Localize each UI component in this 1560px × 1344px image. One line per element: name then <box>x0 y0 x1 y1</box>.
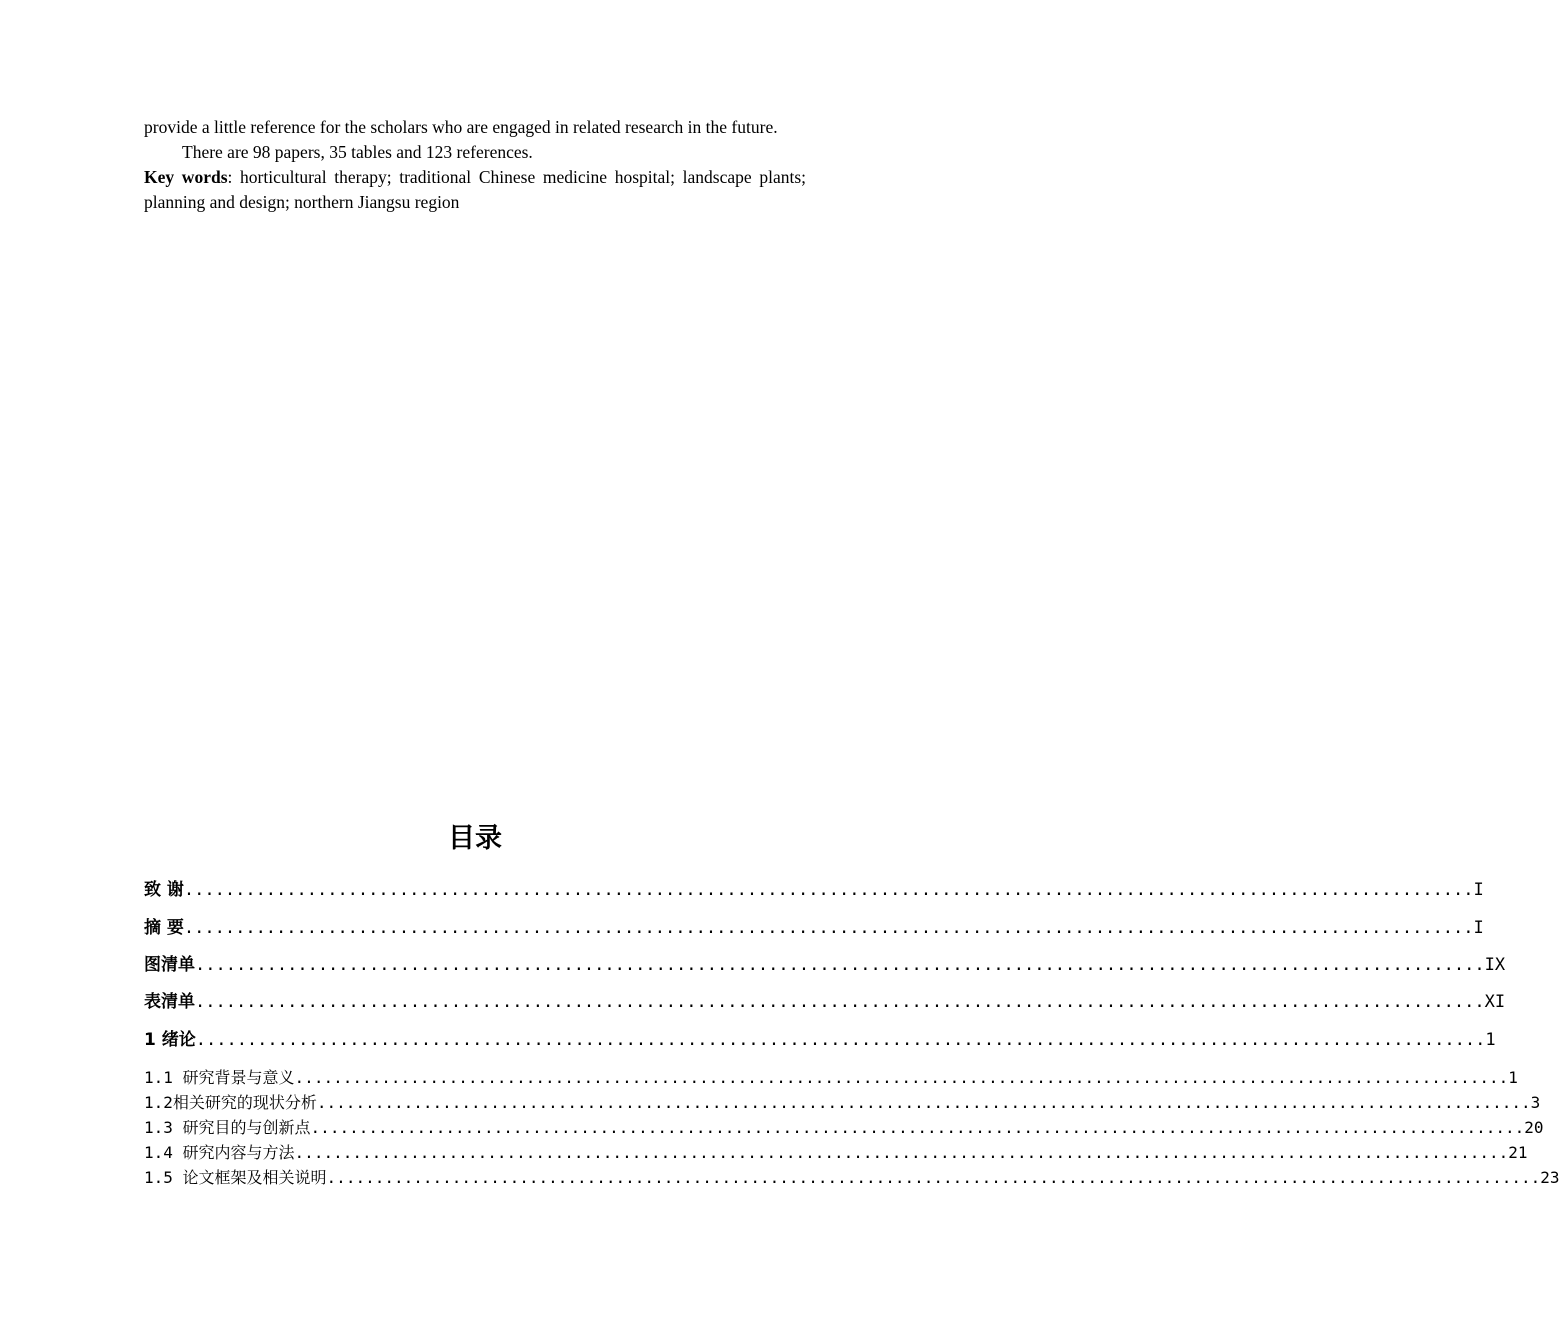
toc-leader-dots: .............................................................................................................................. <box>326 1168 1541 1187</box>
toc-entry-section-1-3[interactable] <box>144 1115 1544 1140</box>
toc-leader-dots: .............................................................................................................................. <box>294 1068 1509 1087</box>
toc-entry-section-1-1[interactable] <box>144 1065 1518 1090</box>
toc-entry-label: 表清单 <box>144 992 195 1012</box>
toc-entry-page: 1 <box>1508 1068 1518 1087</box>
toc-leader-dots: .............................................................................................................................. <box>195 1030 1486 1050</box>
toc-leader-dots: .............................................................................................................................. <box>195 955 1485 975</box>
toc-entry-page: I <box>1473 918 1484 938</box>
toc-leader-dots: .............................................................................................................................. <box>310 1118 1525 1137</box>
toc-entry-table-list[interactable] <box>144 990 1506 1014</box>
toc-entry-label: 1.4 研究内容与方法 <box>144 1143 295 1162</box>
toc-entry-acknowledgements[interactable] <box>144 878 1484 902</box>
keywords-text: : horticultural therapy; traditional Chinese medicine hospital; landscape plants; planning and design; northern Jiangsu region <box>144 167 807 212</box>
toc-entry-label: 1 绪论 <box>144 1030 196 1050</box>
abstract-section <box>144 115 806 215</box>
toc-entry-label: 1.3 研究目的与创新点 <box>144 1118 311 1137</box>
toc-entry-page: 3 <box>1530 1093 1541 1112</box>
toc-entry-page: 1 <box>1485 1030 1496 1050</box>
toc-entry-section-1-5[interactable] <box>144 1165 1560 1190</box>
toc-entry-page: XI <box>1484 992 1506 1012</box>
toc-entry-label: 图清单 <box>144 955 195 975</box>
toc-title: 目录 <box>448 823 502 854</box>
abstract-paragraph: provide a little reference for the scholars who are engaged in related research in the future. <box>144 117 778 137</box>
toc-entry-label: 摘 要 <box>144 918 184 938</box>
toc-entry-label: 1.5 论文框架及相关说明 <box>144 1168 327 1187</box>
toc-entry-label: 1.2相关研究的现状分析 <box>144 1093 317 1112</box>
toc-entry-page: 23 <box>1540 1168 1560 1187</box>
toc-leader-dots: .............................................................................................................................. <box>183 918 1474 938</box>
toc-entry-section-1-4[interactable] <box>144 1140 1528 1165</box>
toc-entry-page: I <box>1473 880 1484 900</box>
toc-entry-page: 21 <box>1508 1143 1528 1162</box>
abstract-statistics: There are 98 papers, 35 tables and 123 references. <box>182 142 533 162</box>
keywords-label: Key words <box>144 167 228 187</box>
toc-entry-figure-list[interactable] <box>144 953 1506 977</box>
keywords-paragraph <box>144 165 806 215</box>
toc-entry-label: 致 谢 <box>144 880 184 900</box>
toc-entry-abstract[interactable] <box>144 916 1484 940</box>
toc-entry-label: 1.1 研究背景与意义 <box>144 1068 295 1087</box>
toc-leader-dots: .............................................................................................................................. <box>195 992 1485 1012</box>
toc-entry-page: 20 <box>1524 1118 1544 1137</box>
toc-entry-section-1-2[interactable] <box>144 1090 1541 1115</box>
toc-leader-dots: .............................................................................................................................. <box>316 1093 1531 1112</box>
toc-entry-chapter-1[interactable] <box>144 1028 1496 1052</box>
toc-leader-dots: .............................................................................................................................. <box>183 880 1474 900</box>
toc-leader-dots: .............................................................................................................................. <box>294 1143 1509 1162</box>
toc-entry-page: IX <box>1484 955 1506 975</box>
